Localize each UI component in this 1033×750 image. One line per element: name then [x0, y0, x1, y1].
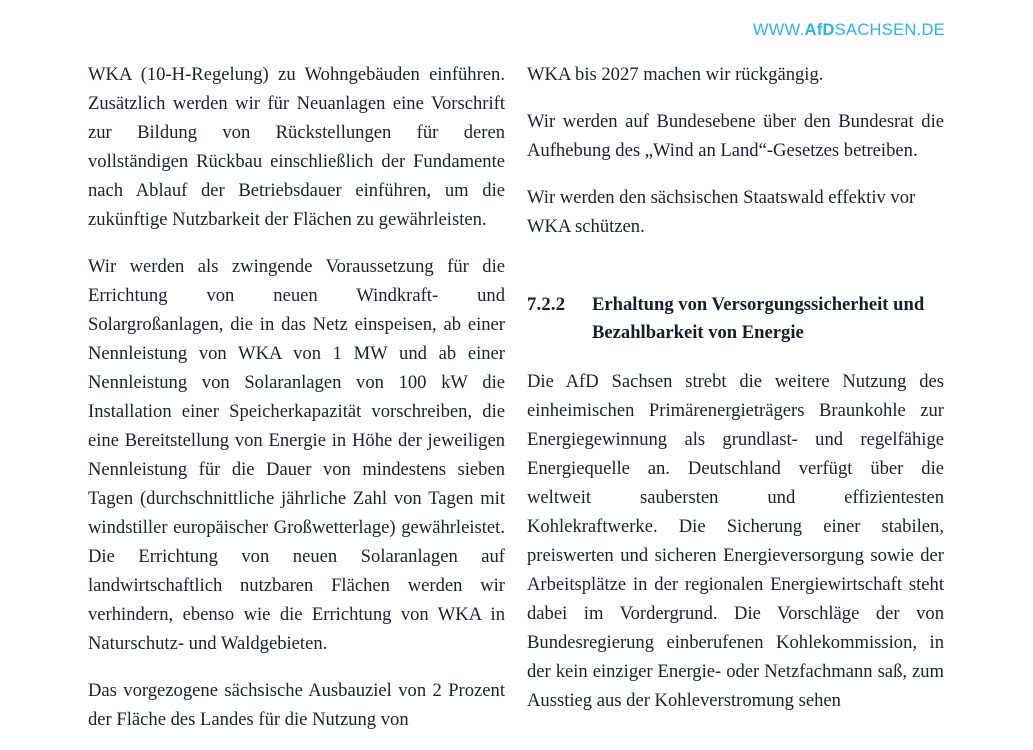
section-heading-7-2-2: [527, 291, 944, 347]
heading-spacer: [527, 259, 944, 269]
left-text-column: [88, 60, 505, 734]
section-number: 7.2.2: [527, 294, 566, 315]
paragraph: WKA (10-H-Regelung) zu Wohngebäuden einführen. Zusätzlich werden wir für Neuanlagen eine Vorschrift zur Bildung von Rückstellungen für deren vollständigen Rückbau einschließlich der Fundamente nach Ablauf der Betriebsdauer einführen, um die zukünftige Nutzbarkeit der Flächen zu gewährleisten.: [88, 64, 505, 230]
section-title: Erhaltung von Versorgungssicherheit und Bezahlbarkeit von Energie: [592, 294, 925, 343]
paragraph: Das vorgezogene sächsische Ausbauziel von 2 Prozent der Fläche des Landes für die Nutzung von: [88, 680, 505, 730]
site-url-suffix: SACHSEN.DE: [834, 20, 945, 39]
page-content-area: [88, 60, 945, 750]
site-url-brand: AfD: [804, 20, 835, 39]
paragraph: Die AfD Sachsen strebt die weitere Nutzung des einheimischen Primärenergieträgers Braunkohle zur Energiegewinnung als grundlast- und regelfähige Energiequelle an. Deutschland verfügt über die weltweit saubersten und effizientesten Kohlekraftwerke. Die Sicherung einer stabilen, preiswerten und sicheren Energieversorgung sowie der Arbeitsplätze in der regionalen Energiewirtschaft steht dabei im Vordergrund. Die Vorschläge der von Bundesregierung einberufenen Kohlekommission, in der kein einziger Energie- oder Netzfachmann saß, zum Ausstieg aus der Kohleverstromung sehen: [527, 371, 944, 711]
site-url-prefix: WWW.: [752, 20, 805, 39]
paragraph: WKA bis 2027 machen wir rückgängig.: [527, 64, 824, 85]
paragraph: Wir werden auf Bundesebene über den Bundesrat die Aufhebung des „Wind an Land“-Gesetzes betreiben.: [527, 111, 944, 161]
paragraph: Wir werden den sächsischen Staatswald effektiv vor WKA schützen.: [527, 187, 916, 237]
right-text-column: [527, 60, 944, 715]
paragraph: Wir werden als zwingende Voraussetzung für die Errichtung von neuen Windkraft- und Solargroßanlagen, die in das Netz einspeisen, ab einer Nennleistung von WKA von 1 MW und ab einer Nennleistung von Solaranlagen von 100 kW die Installation einer Speicherkapazität vorschreiben, die eine Bereitstellung von Energie in Höhe der jeweiligen Nennleistung für die Dauer von mindestens sieben Tagen (durchschnittliche jährliche Zahl von Tagen mit windstiller europäischer Großwetterlage) gewährleistet. Die Errichtung von neuen Solaranlagen auf landwirtschaftlich nutzbaren Flächen werden wir verhindern, ebenso wie die Errichtung von WKA in Naturschutz- und Waldgebieten.: [88, 256, 505, 654]
site-url-label: [753, 22, 945, 39]
page-running-header: [0, 0, 1033, 60]
